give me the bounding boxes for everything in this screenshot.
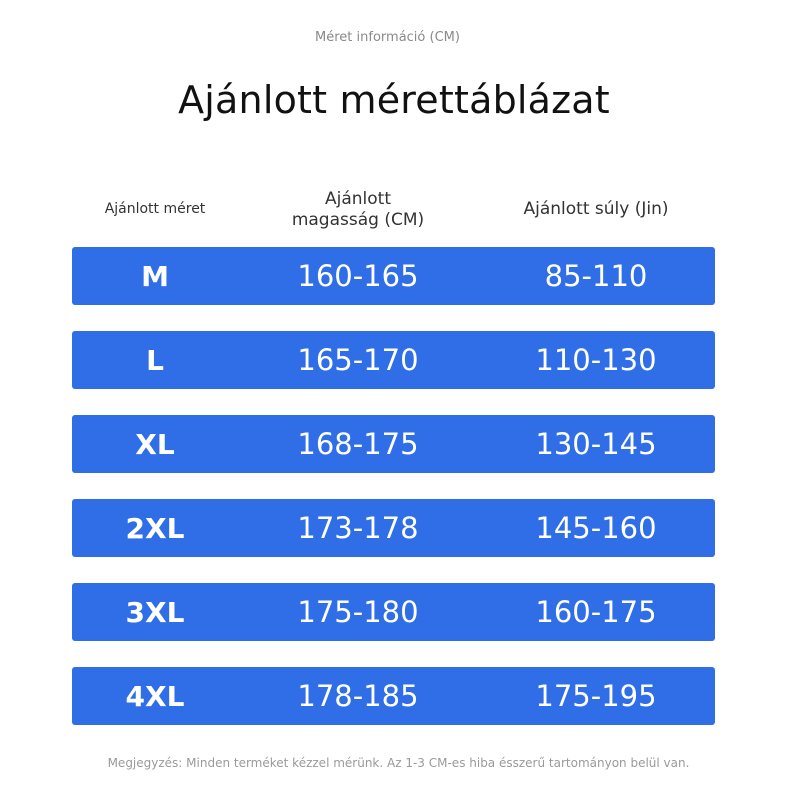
table-row [72,499,715,557]
size-cell: L [146,343,164,377]
weight-cell: 85-110 [544,259,648,293]
table-header [72,185,715,235]
weight-cell: 110-130 [535,343,657,377]
table-row [72,331,715,389]
table-row [72,667,715,725]
column-header-height [262,185,454,235]
size-cell: 3XL [125,595,185,629]
weight-cell: 160-175 [535,595,657,629]
height-cell: 178-185 [297,679,419,713]
weight-cell: 130-145 [535,427,657,461]
page-title: Ajánlott mérettáblázat [178,78,610,122]
column-header-weight: Ajánlott súly (Jin) [523,199,669,220]
size-cell: 2XL [125,511,185,545]
size-cell: 4XL [125,679,185,713]
table-row [72,247,715,305]
weight-cell: 145-160 [535,511,657,545]
height-cell: 165-170 [297,343,419,377]
height-cell: 173-178 [297,511,419,545]
size-table [72,247,715,751]
column-header-height-line2: magasság (CM) [291,210,425,230]
column-header-height-line1: Ajánlott [324,188,391,209]
height-cell: 168-175 [297,427,419,461]
measurement-note: Megjegyzés: Minden terméket kézzel mérünk. Az 1-3 CM-es hiba ésszerű tartományon belül van. [107,756,690,770]
size-info-subtitle: Méret információ (CM) [315,30,460,45]
height-cell: 175-180 [297,595,419,629]
size-cell: XL [135,427,175,461]
weight-cell: 175-195 [535,679,657,713]
size-cell: M [141,259,169,293]
table-row [72,583,715,641]
column-header-size: Ajánlott méret [104,201,206,218]
table-row [72,415,715,473]
height-cell: 160-165 [297,259,419,293]
